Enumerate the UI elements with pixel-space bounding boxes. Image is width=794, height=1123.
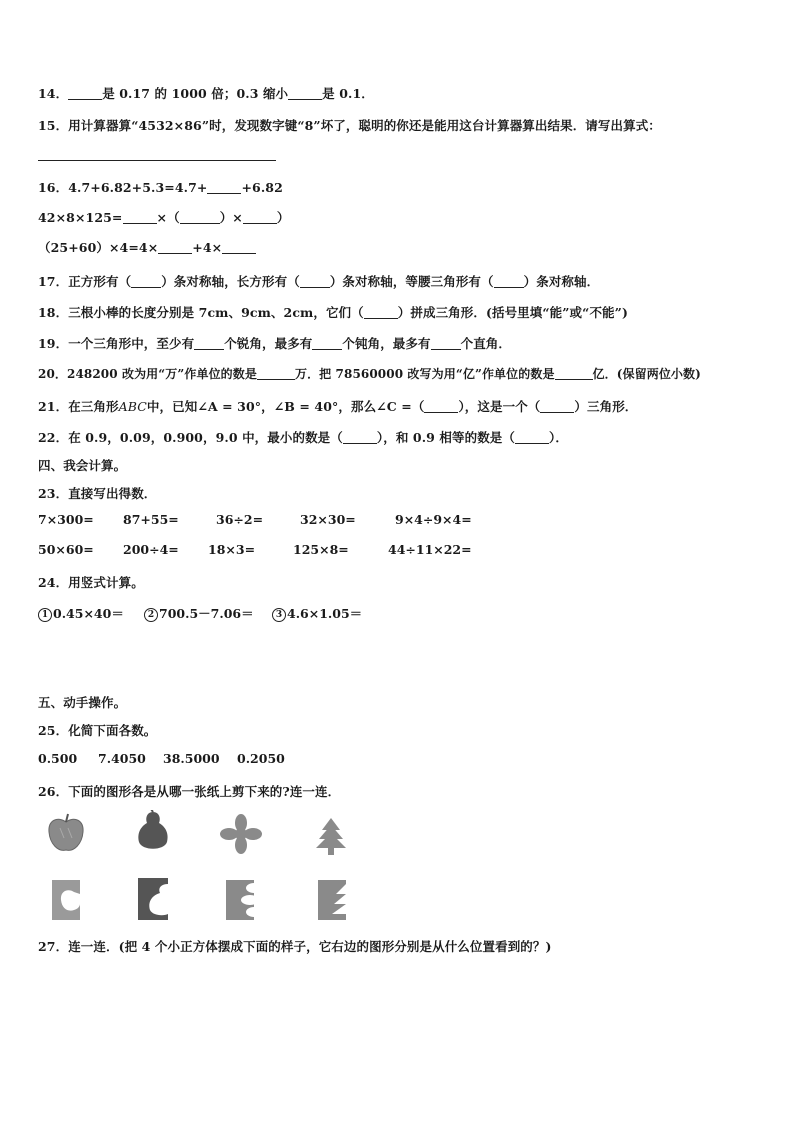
paper-with-gourd-hole-icon[interactable] [136, 876, 170, 922]
question-16-line-3: （25+60）×4=4× +4× [38, 238, 256, 256]
answer-line[interactable] [38, 160, 276, 161]
answer-blank[interactable] [343, 430, 377, 444]
answer-blank[interactable] [494, 274, 524, 288]
answer-blank[interactable] [194, 336, 224, 350]
tree-cutout-icon[interactable] [314, 816, 348, 856]
vertical-calc-1: 1 0.45×40＝ [38, 604, 124, 622]
answer-blank[interactable] [424, 399, 458, 413]
question-15: 15．用计算器算“4532×86”时，发现数字键“8”坏了，聪明的你还是能用这台计算器算出结果．请写出算式： [38, 118, 661, 133]
question-26-title: 26．下面的图形各是从哪一张纸上剪下来的?连一连． [38, 784, 341, 799]
answer-blank[interactable] [131, 274, 161, 288]
calc-row-1: 7×300= 87+55= 36÷2= 32×30= 9×4÷9×4= [38, 512, 472, 527]
vertical-calc-2: 2 700.5－7.06＝ [144, 604, 254, 622]
answer-blank[interactable] [123, 210, 157, 224]
question-25-title: 25．化简下面各数。 [38, 723, 157, 738]
answer-blank[interactable] [243, 210, 277, 224]
question-27-title: 27．连一连．(把 4 个小正方体摆成下面的样子，它右边的图形分别是从什么位置看到的？) [38, 939, 552, 954]
question-14: 14． 是 0.17 的 1000 倍；0.3 缩小 是 0.1． [38, 86, 374, 101]
section-4-heading: 四、我会计算。 [38, 458, 127, 473]
paper-with-apple-hole-icon[interactable] [50, 878, 82, 922]
answer-blank[interactable] [158, 240, 192, 254]
question-21: 21．在三角形ABC中，已知∠A = 30°，∠B = 40°，那么∠C =（ ），这是一个（ ）三角形． [38, 399, 638, 414]
flower-cutout-icon[interactable] [220, 814, 262, 854]
vertical-calc-items [38, 604, 438, 620]
question-24-title: 24．用竖式计算。 [38, 575, 144, 590]
question-22: 22．在 0.9，0.09，0.900，9.0 中，最小的数是（ ），和 0.9 相等的数是（ ）． [38, 430, 568, 445]
answer-blank[interactable] [68, 86, 102, 100]
answer-blank[interactable] [364, 305, 398, 319]
answer-blank[interactable] [180, 210, 220, 224]
gourd-cutout-icon[interactable] [136, 810, 170, 854]
question-16-line-2: 42×8×125= ×（ ）× ） [38, 210, 290, 225]
section-5-heading: 五、动手操作。 [38, 695, 127, 710]
apple-cutout-icon[interactable] [46, 812, 86, 854]
question-17: 17．正方形有（ ）条对称轴，长方形有（ ）条对称轴，等腰三角形有（ ）条对称轴． [38, 274, 600, 289]
question-23-title: 23．直接写出得数． [38, 486, 157, 501]
question-19: 19．一个三角形中，至少有 个锐角，最多有 个钝角，最多有 个直角． [38, 336, 512, 351]
answer-blank[interactable] [515, 430, 549, 444]
paper-with-tree-hole-icon[interactable] [316, 878, 348, 922]
simplify-numbers: 0.500 7.4050 38.5000 0.2050 [38, 751, 285, 766]
answer-blank[interactable] [257, 366, 295, 380]
answer-blank[interactable] [222, 240, 256, 254]
vertical-calc-3: 3 4.6×1.05＝ [272, 604, 362, 622]
answer-blank[interactable] [300, 274, 330, 288]
answer-blank[interactable] [207, 180, 241, 194]
calc-row-2: 50×60= 200÷4= 18×3= 125×8= 44÷11×22= [38, 542, 472, 557]
answer-blank[interactable] [312, 336, 342, 350]
answer-blank[interactable] [555, 366, 593, 380]
question-20: 20．248200 改为用“万”作单位的数是 万．把 78560000 改写为用“亿”作单位的数是 亿．(保留两位小数) [38, 367, 701, 381]
paper-with-flower-hole-icon[interactable] [224, 878, 256, 922]
answer-blank[interactable] [288, 86, 322, 100]
answer-blank[interactable] [540, 399, 574, 413]
question-18: 18．三根小棒的长度分别是 7cm、9cm、2cm，它们（ ）拼成三角形．(括号里填“能”或“不能”) [38, 305, 628, 320]
answer-blank[interactable] [431, 336, 461, 350]
question-16-line-1: 16．4.7+6.82+5.3=4.7+ +6.82 [38, 180, 283, 195]
